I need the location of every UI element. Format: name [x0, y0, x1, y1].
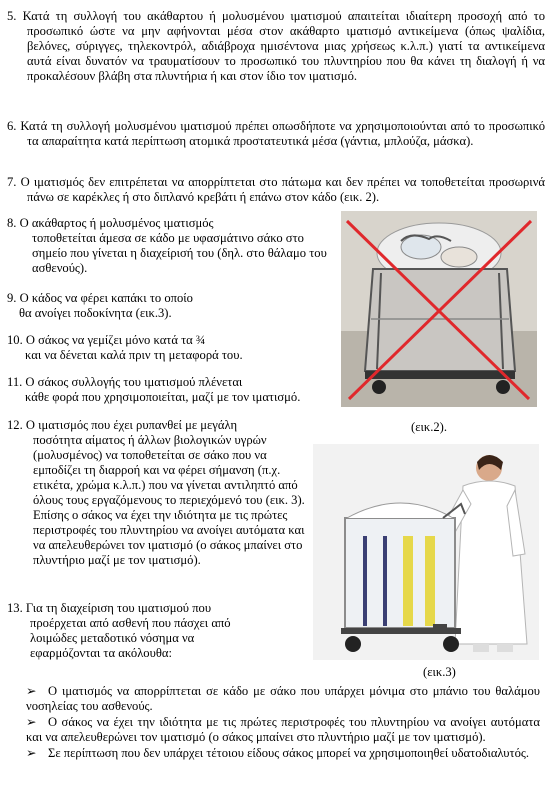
item-5	[7, 9, 545, 84]
figure-2-caption: (εικ.2).	[411, 420, 448, 434]
item-9-rest: θα ανοίγει ποδοκίνητα (εικ.3).	[19, 306, 172, 320]
bullet-text: Σε περίπτωση που δεν υπάρχει τέτοιου είδους σάκος μπορεί να χρησιμοποιηθεί υδατοδιαλυτός.	[48, 746, 530, 760]
item-7-text: 7. Ο ιματισμός δεν επιτρέπεται να απορρίπτεται στο πάτωμα και δεν πρέπει να τοποθετείται προσωρινά πάνω σε καρέκλες ή στο διπλανό κρεβάτι ή επάνω στον κάδο (εικ. 2).	[7, 175, 545, 204]
item-12-rest: ποσότητα αίματος ή άλλων βιολογικών υγρών (μολυσμένος) να τοποθετείται σε σάκο που να εμποδίζει τη διαρροή και να φέρει σήμανση (π.χ. ετικέτα, χρώμα κ.λ.π.) που να γίνεται αντιληπτό από όλους τους εργαζόμενους το περιεχόμενό του (εικ. 3). Επίσης ο σάκος να έχει την ιδιότητα με τις πρώτες περιστροφές του πλυντηρίου να ανοίγει αυτόματα και να απελευθερώνει τον ιματισμό (ο σάκος μπαίνει στο πλυντήριο μαζί με τον ιματισμό).	[33, 433, 305, 567]
item-13-first-line: 13. Για τη διαχείριση του ιματισμού που	[7, 601, 212, 615]
item-10	[7, 333, 337, 363]
item-10-first-line: 10. Ο σάκος να γεμίζει μόνο κατά τα ¾	[7, 333, 206, 347]
item-12	[7, 418, 307, 568]
arrow-bullet-icon: ➢	[26, 715, 37, 729]
bullet-item	[26, 715, 540, 745]
item-6	[7, 119, 545, 149]
item-6-text: 6. Κατά τη συλλογή μολυσμένου ιματισμού πρέπει οπωσδήποτε να χρησιμοποιούνται από το προσωπικό τα απαραίτητα κατά περίπτωση ατομικά προστατευτικά μέσα (γάντια, μπλούζα, μάσκα).	[7, 119, 545, 148]
item-8-first-line: 8. Ο ακάθαρτος ή μολυσμένος ιματισμός	[7, 216, 214, 230]
item-11	[7, 375, 337, 405]
item-9-first-line: 9. Ο κάδος να φέρει καπάκι το οποίο	[7, 291, 193, 305]
item-8	[7, 216, 337, 276]
figure-2-photo	[341, 211, 537, 407]
item-10-rest: και να δένεται καλά πριν τη μεταφορά του.	[25, 348, 243, 362]
bullet-text: Ο ιματισμός να απορρίπτεται σε κάδο με σάκο που υπάρχει μόνιμα στο μπάνιο του θαλάμου νοσηλείας του ασθενούς.	[26, 684, 540, 713]
item-11-first-line: 11. Ο σάκος συλλογής του ιματισμού πλένεται	[7, 375, 243, 389]
figure-3-photo	[313, 444, 539, 660]
arrow-bullet-icon: ➢	[26, 746, 37, 760]
item-9	[7, 291, 337, 321]
bullet-list	[26, 684, 540, 761]
arrow-bullet-icon: ➢	[26, 684, 37, 698]
bullet-item	[26, 746, 540, 761]
item-11-rest: κάθε φορά που χρησιμοποιείται, μαζί με τον ιματισμό.	[25, 390, 301, 404]
bullet-text: Ο σάκος να έχει την ιδιότητα με τις πρώτες περιστροφές του πλυντηρίου να ανοίγει αυτόματα και να απελευθερώνει τον ιματισμό (ο σάκος μπαίνει στο πλυντήριο μαζί με τον ιματισμό).	[26, 715, 540, 744]
bullet-item	[26, 684, 540, 714]
item-13-rest: προέρχεται από ασθενή που πάσχει από λοιμώδες μεταδοτικό νόσημα να εφαρμόζονται τα ακόλουθα:	[30, 616, 231, 660]
item-8-rest: τοποθετείται άμεσα σε κάδο με υφασμάτινο σάκο στο σημείο που γίνεται η διαχείρισή του (δηλ. στο θάλαμο του ασθενούς).	[32, 231, 327, 275]
worker-with-trolley-image	[313, 444, 539, 660]
laundry-trolley-image	[341, 211, 537, 407]
item-12-first-line: 12. Ο ιματισμός που έχει ρυπανθεί με μεγάλη	[7, 418, 238, 432]
item-13	[7, 601, 307, 661]
item-5-text: 5. Κατά τη συλλογή του ακάθαρτου ή μολυσμένου ιματισμού απαιτείται ιδιαίτερη προσοχή από το προσωπικό ώστε να μην αφήνονται μέσα στον ακάθαρτο ιματισμό αντικείμενα (όπως ψαλίδια, βελόνες, σύριγγες, τηλεκοντρόλ, αδιάβροχα ημισέντονα μιας χρήσεως κ.λ.π.) γιατί τα αντικείμενα αυτά είναι δυνατόν να τραυματίσουν το προσωπικό του πλυντηρίου που θα κάνει τη διαλογή ή να προκαλέσουν βλάβη στα πλυντήρια ή και στον ίδιο τον ιματισμό.	[7, 9, 545, 83]
figure-3-caption: (εικ.3)	[423, 665, 456, 679]
item-7	[7, 175, 545, 205]
